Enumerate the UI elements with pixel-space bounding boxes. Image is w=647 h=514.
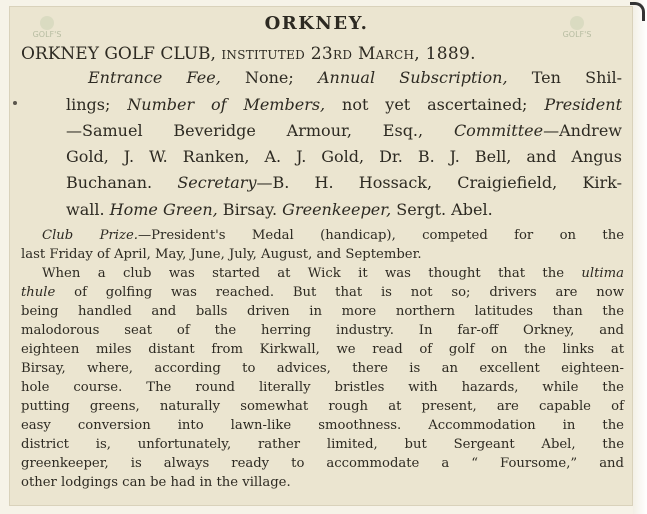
body-line <box>21 418 624 433</box>
body-line <box>21 361 624 376</box>
details-line <box>66 147 622 166</box>
body-line <box>21 475 624 490</box>
body-line <box>42 228 624 243</box>
body-text: greenkeeper, is always ready to accommodate a “ Foursome,” and <box>21 456 624 471</box>
details-text: Committee <box>453 121 544 140</box>
body-text: ultima <box>581 266 624 281</box>
body-text: district is, unfortunately, rather limited, but Sergeant Abel, the <box>21 437 624 452</box>
details-line <box>66 95 622 114</box>
page-title: ORKNEY. <box>264 13 369 34</box>
details-text: Gold, J. W. Ranken, A. J. Gold, Dr. B. J. Bell, and Angus <box>66 147 622 166</box>
details-line <box>66 121 622 140</box>
window-edge <box>633 0 647 514</box>
club-name: ORKNEY GOLF CLUB, <box>21 44 216 64</box>
body-line <box>21 456 624 471</box>
body-text: putting greens, naturally somewhat rough at present, are capable of <box>21 399 624 414</box>
details-text: Home Green, <box>109 200 218 219</box>
details-text: Birsay. <box>217 200 283 219</box>
details-text: wall. <box>66 200 110 219</box>
body-text: hole course. The round literally bristles with hazards, while the <box>21 380 624 395</box>
body-text: thule <box>21 285 56 300</box>
watermark-logo-left: GOLF'S <box>22 14 72 46</box>
details-line <box>66 173 622 192</box>
details-line <box>88 68 622 87</box>
details-text: not yet ascertained; <box>325 95 545 114</box>
club-instituted-date: instituted 23rd March, 1889. <box>221 44 476 64</box>
ink-speck <box>13 101 17 105</box>
details-text: —B. H. Hossack, Craigiefield, Kirk- <box>256 173 622 192</box>
details-text: Buchanan. <box>66 173 178 192</box>
details-text: lings; <box>66 95 128 114</box>
body-text: eighteen miles distant from Kirkwall, we read of golf on the links at <box>21 342 624 357</box>
body-line <box>21 380 624 395</box>
club-heading <box>21 44 621 64</box>
body-line <box>21 247 624 262</box>
details-text: Number of Members, <box>127 95 326 114</box>
details-text: —Andrew <box>543 121 622 140</box>
body-line <box>21 323 624 338</box>
body-line <box>21 437 624 452</box>
body-text: —President's Medal (handicap), competed for on the <box>137 228 624 243</box>
details-text: Entrance Fee, <box>88 68 221 87</box>
body-text: other lodgings can be had in the village. <box>21 475 291 490</box>
details-text: Secretary <box>177 173 257 192</box>
details-line <box>66 200 622 219</box>
details-text: President <box>544 95 622 114</box>
details-text: Greenkeeper, <box>282 200 392 219</box>
body-text: last Friday of April, May, June, July, August, and September. <box>21 247 422 262</box>
body-line <box>21 304 624 319</box>
body-text: of golfing was reached. But that is not so; drivers are now <box>55 285 624 300</box>
details-text: Annual Subscription, <box>317 68 508 87</box>
body-text: malodorous seat of the herring industry. In far-off Orkney, and <box>21 323 624 338</box>
body-text: Club Prize. <box>42 228 138 243</box>
details-text: None; <box>220 68 318 87</box>
body-text: being handled and balls driven in more northern latitudes than the <box>21 304 624 319</box>
details-text: Ten Shil- <box>507 68 623 87</box>
watermark-logo-right: GOLF'S <box>552 14 602 46</box>
body-line <box>21 399 624 414</box>
body-line <box>42 266 624 281</box>
body-line <box>21 285 624 300</box>
body-text: easy conversion into lawn-like smoothness. Accommodation in the <box>21 418 624 433</box>
details-text: Sergt. Abel. <box>391 200 493 219</box>
body-text: When a club was started at Wick it was thought that the <box>42 266 582 281</box>
details-text: —Samuel Beveridge Armour, Esq., <box>66 121 454 140</box>
body-text: Birsay, where, according to advices, there is an excellent eighteen- <box>21 361 624 376</box>
body-line <box>21 342 624 357</box>
